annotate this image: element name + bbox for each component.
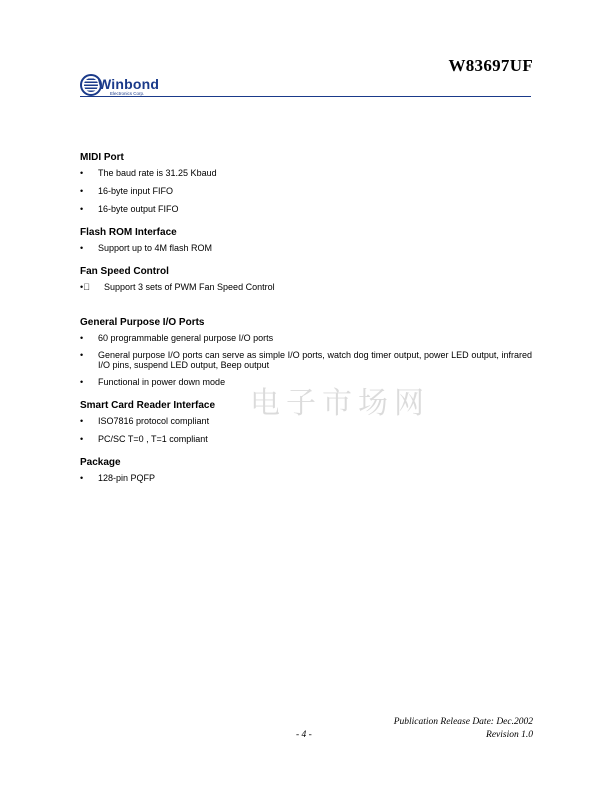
section-flash-rom-interface — [80, 227, 532, 254]
list-item-text: 128-pin PQFP — [98, 473, 156, 483]
bullet-list — [80, 472, 532, 484]
bullet-list — [80, 167, 532, 215]
bullet-icon: • — [80, 282, 84, 292]
feature-list-body — [80, 152, 532, 496]
section-heading: MIDI Port — [80, 152, 124, 163]
list-item-text: Support 3 sets of PWM Fan Speed Control — [104, 282, 275, 292]
list-item-text: ISO7816 protocol compliant — [98, 416, 210, 426]
section-heading: Smart Card Reader Interface — [80, 400, 216, 411]
section-package — [80, 457, 532, 484]
list-item-text: Functional in power down mode — [98, 377, 226, 387]
list-item — [80, 472, 532, 484]
list-item — [80, 376, 532, 388]
list-item — [80, 415, 532, 427]
bullet-list — [80, 281, 532, 293]
list-item-text: General purpose I/O ports can serve as simple I/O ports, watch dog timer output, power LED output, infrared I/O pins, suspend LED output, Beep output — [98, 350, 532, 370]
bullet-list — [80, 332, 532, 388]
bullet-list — [80, 242, 532, 254]
bullet-icon: • — [80, 168, 84, 178]
logo-subtext: Electronics Corp. — [110, 91, 145, 96]
bullet-list — [80, 415, 532, 445]
bullet-icon: • — [80, 243, 84, 253]
section-heading: General Purpose I/O Ports — [80, 317, 205, 328]
winbond-logo — [80, 74, 180, 98]
bullet-icon: • — [80, 350, 84, 360]
page-number: - 4 - — [296, 730, 312, 740]
watermark: 电子市场网 — [250, 386, 430, 421]
section-heading: Flash ROM Interface — [80, 227, 177, 238]
section-heading: Package — [80, 457, 121, 468]
list-item — [80, 281, 532, 293]
revision-label: Revision 1.0 — [486, 730, 533, 740]
section-fan-speed-control — [80, 266, 532, 293]
list-item-text: 16-byte output FIFO — [98, 204, 179, 214]
list-item-text: 16-byte input FIFO — [98, 186, 174, 196]
logo-wordmark: Winbond — [98, 76, 160, 92]
bullet-icon: • — [80, 204, 84, 214]
publication-release-date: Publication Release Date: Dec.2002 — [393, 717, 533, 727]
list-item — [80, 350, 532, 370]
section-midi-port — [80, 152, 532, 215]
list-item-text: PC/SC T=0 , T=1 compliant — [98, 434, 208, 444]
list-item — [80, 203, 532, 215]
list-item — [80, 433, 532, 445]
list-item-text: Support up to 4M flash ROM — [98, 243, 213, 253]
header-divider — [80, 96, 531, 97]
list-item — [80, 167, 532, 179]
section-heading: Fan Speed Control — [80, 266, 169, 277]
section-smart-card-reader — [80, 400, 532, 445]
bullet-icon: • — [80, 473, 84, 483]
bullet-icon: • — [80, 377, 84, 387]
bullet-icon: • — [80, 333, 84, 343]
list-item — [80, 185, 532, 197]
bullet-icon: • — [80, 434, 84, 444]
section-general-purpose-io — [80, 317, 532, 388]
list-item — [80, 332, 532, 344]
bullet-icon: • — [80, 186, 84, 196]
list-item — [80, 242, 532, 254]
bullet-icon: • — [80, 416, 84, 426]
document-part-number: W83697UF — [448, 56, 533, 75]
list-item-text: The baud rate is 31.25 Kbaud — [98, 168, 217, 178]
list-item-text: 60 programmable general purpose I/O ports — [98, 333, 274, 343]
